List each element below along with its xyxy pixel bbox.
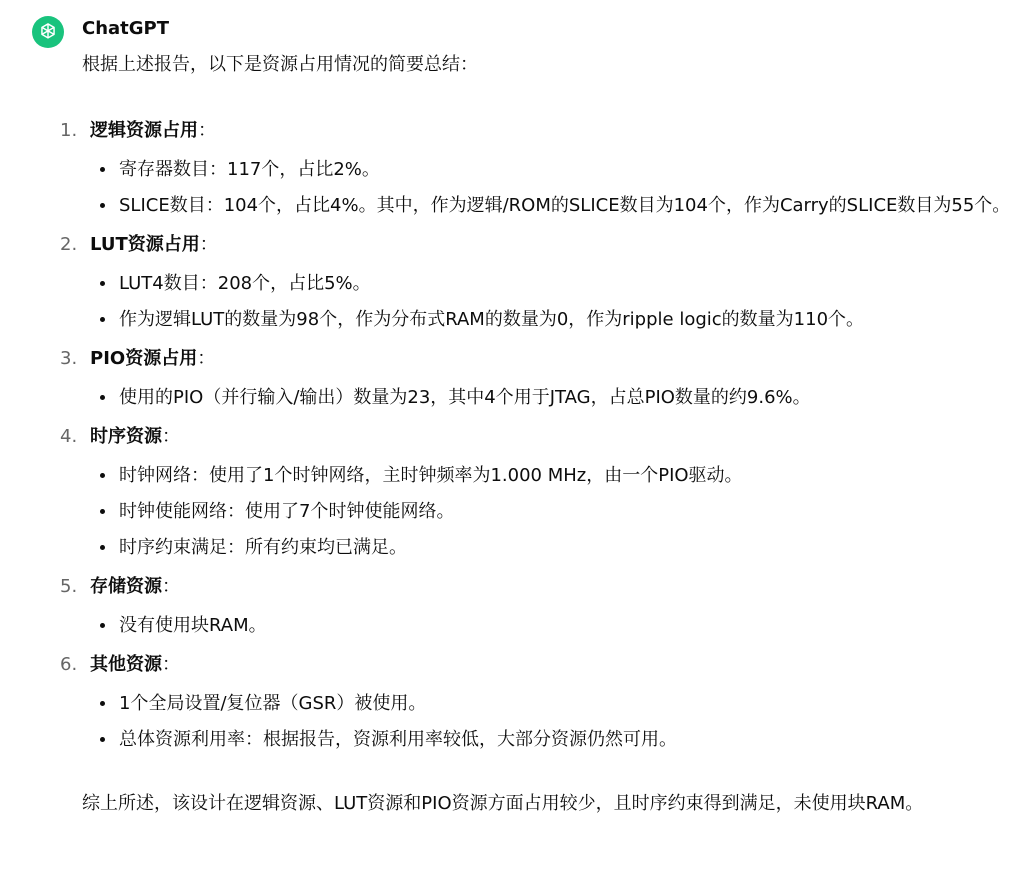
section-colon: ：	[162, 426, 180, 447]
bullet-item	[119, 494, 1012, 530]
section-colon: ：	[198, 120, 216, 141]
section-item	[60, 230, 1012, 338]
openai-logo-icon	[37, 21, 59, 43]
section-title: 时序资源	[90, 426, 162, 447]
bullet-item	[119, 686, 1012, 722]
bullet-dot-icon	[100, 281, 105, 286]
bullet-item	[119, 458, 1012, 494]
bullet-item	[119, 530, 1012, 566]
section-number: 6.	[60, 654, 78, 675]
bullet-item	[119, 266, 1012, 302]
bullet-text: 时序约束满足：所有约束均已满足。	[119, 537, 407, 558]
bullet-text: 总体资源利用率：根据报告，资源利用率较低，大部分资源仍然可用。	[119, 729, 677, 750]
section-number: 4.	[60, 426, 78, 447]
section-item	[60, 422, 1012, 566]
bullet-dot-icon	[100, 701, 105, 706]
section-heading	[60, 422, 1012, 452]
section-colon: ：	[197, 348, 216, 369]
section-item	[60, 572, 1012, 644]
section-number: 2.	[60, 234, 78, 255]
bullet-dot-icon	[100, 623, 105, 628]
section-title: 其他资源	[90, 654, 162, 675]
section-item	[60, 650, 1012, 758]
bullet-text: 寄存器数目：117个，占比2%。	[119, 159, 380, 180]
bullet-text: 使用的PIO（并行输入/输出）数量为23，其中4个用于JTAG，占总PIO数量的约9.6%。	[119, 387, 811, 408]
resource-section-list	[60, 116, 1012, 758]
bullet-dot-icon	[100, 395, 105, 400]
bullet-text: 作为逻辑LUT的数量为98个，作为分布式RAM的数量为0，作为ripple logic的数量为110个。	[119, 309, 865, 330]
bullet-item	[119, 380, 1012, 416]
section-item	[60, 116, 1012, 224]
section-heading	[60, 116, 1012, 146]
bullet-dot-icon	[100, 545, 105, 550]
section-colon: ：	[199, 234, 218, 255]
bullet-item	[119, 152, 1012, 188]
bullet-text: 时钟网络：使用了1个时钟网络，主时钟频率为1.000 MHz，由一个PIO驱动。	[119, 465, 743, 486]
bullet-list	[90, 686, 1012, 758]
bullet-dot-icon	[100, 509, 105, 514]
section-heading	[60, 650, 1012, 680]
bullet-text: 没有使用块RAM。	[119, 615, 267, 636]
bullet-text: 时钟使能网络：使用了7个时钟使能网络。	[119, 501, 455, 522]
summary-text: 综上所述，该设计在逻辑资源、LUT资源和PIO资源方面占用较少，且时序约束得到满足，未使用块RAM。	[82, 793, 924, 814]
section-title: LUT资源占用	[90, 234, 200, 255]
section-number: 1.	[60, 120, 78, 141]
section-colon: ：	[162, 576, 180, 597]
section-number: 5.	[60, 576, 78, 597]
bullet-text: 1个全局设置/复位器（GSR）被使用。	[119, 693, 427, 714]
bullet-list	[90, 380, 1012, 416]
bullet-list	[90, 152, 1012, 224]
section-number: 3.	[60, 348, 78, 369]
bullet-item	[119, 188, 1012, 224]
bullet-dot-icon	[100, 317, 105, 322]
bullet-item	[119, 608, 1012, 644]
bullet-dot-icon	[100, 737, 105, 742]
message-content	[60, 48, 1012, 822]
bullet-dot-icon	[100, 473, 105, 478]
section-title: 存储资源	[90, 576, 162, 597]
section-title: 逻辑资源占用	[90, 120, 198, 141]
bullet-dot-icon	[100, 167, 105, 172]
bullet-item	[119, 722, 1012, 758]
bullet-text: LUT4数目：208个，占比5%。	[119, 273, 371, 294]
section-heading	[60, 572, 1012, 602]
bullet-list	[90, 266, 1012, 338]
section-heading	[60, 344, 1012, 374]
intro-text: 根据上述报告，以下是资源占用情况的简要总结：	[82, 54, 478, 75]
bullet-text: SLICE数目：104个，占比4%。其中，作为逻辑/ROM的SLICE数目为104个，作为Carry的SLICE数目为55个。	[119, 195, 1011, 216]
message-author: ChatGPT	[82, 18, 170, 39]
section-heading	[60, 230, 1012, 260]
section-title: PIO资源占用	[90, 348, 198, 369]
bullet-dot-icon	[100, 203, 105, 208]
bullet-list	[90, 458, 1012, 566]
bullet-item	[119, 302, 1012, 338]
chatgpt-avatar	[32, 16, 64, 48]
bullet-list	[90, 608, 1012, 644]
section-item	[60, 344, 1012, 416]
section-colon: ：	[162, 654, 180, 675]
